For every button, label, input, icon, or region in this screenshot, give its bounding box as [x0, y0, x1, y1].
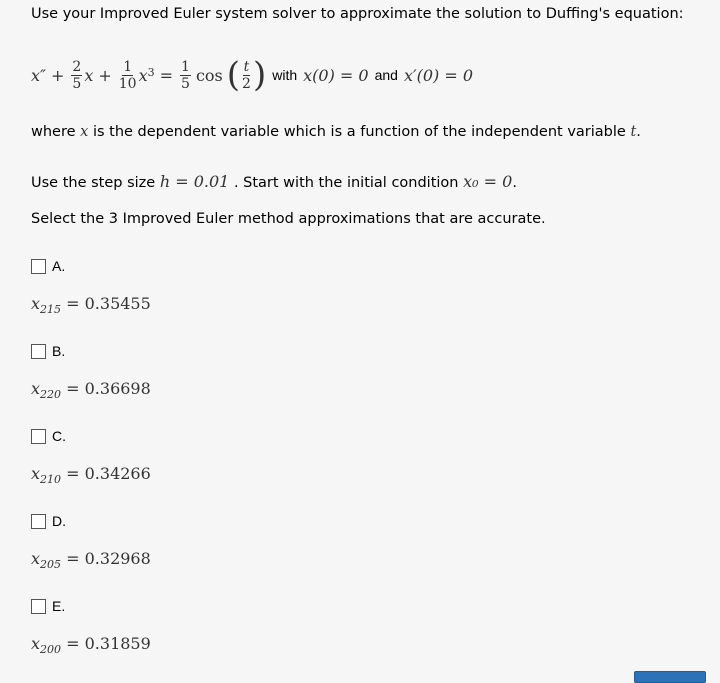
option-e[interactable] [31, 598, 65, 614]
initial-condition-1: x(0) = 0 [303, 65, 369, 85]
option-d[interactable] [31, 513, 66, 529]
checkbox[interactable] [31, 429, 46, 444]
option-label: B. [52, 343, 66, 359]
option-label: D. [52, 513, 66, 529]
fraction: $\frac{2}{5}$ [72, 58, 82, 92]
checkbox[interactable] [31, 514, 46, 529]
step-size-text: Use the step size h = 0.01 . Start with the initial condition x₀ = 0. [31, 172, 517, 191]
option-value: $x_{210} = 0.34266$ [31, 464, 151, 487]
option-value: $x_{200} = 0.31859$ [31, 634, 151, 657]
option-label: A. [52, 258, 66, 274]
and-label: and [374, 67, 398, 83]
option-value: $x_{205} = 0.32968$ [31, 549, 151, 572]
fraction: $\frac{t}{2}$ [242, 58, 251, 92]
with-label: with [272, 67, 298, 83]
option-label: E. [52, 598, 66, 614]
eq-term: x″ [31, 65, 46, 85]
fraction: $\frac{1}{10}$ [118, 58, 137, 92]
option-a[interactable] [31, 258, 65, 274]
question-intro: Use your Improved Euler system solver to approximate the solution to Duffing's equation: [31, 6, 684, 22]
where-text: where x is the dependent variable which is a function of the independent variable t. [31, 124, 641, 140]
duffing-equation: x″ + $\frac{2}{5}$ x + $\frac{1}{10}$ x $^3$ = $\frac{1}{5}$ cos ( $\frac{t}{2}$ ) with x(0) = 0 and x′(0) = 0 [31, 55, 474, 95]
checkbox[interactable] [31, 259, 46, 274]
option-b[interactable] [31, 343, 65, 359]
fraction: $\frac{1}{5}$ [181, 58, 190, 92]
option-c[interactable] [31, 428, 66, 444]
instruction: Select the 3 Improved Euler method approximations that are accurate. [31, 211, 546, 227]
initial-condition-2: x′(0) = 0 [403, 65, 474, 85]
option-value: $x_{215} = 0.35455$ [31, 294, 151, 317]
submit-button[interactable] [634, 671, 706, 683]
checkbox[interactable] [31, 599, 46, 614]
checkbox[interactable] [31, 344, 46, 359]
option-label: C. [52, 428, 66, 444]
option-value: $x_{220} = 0.36698$ [31, 379, 151, 402]
